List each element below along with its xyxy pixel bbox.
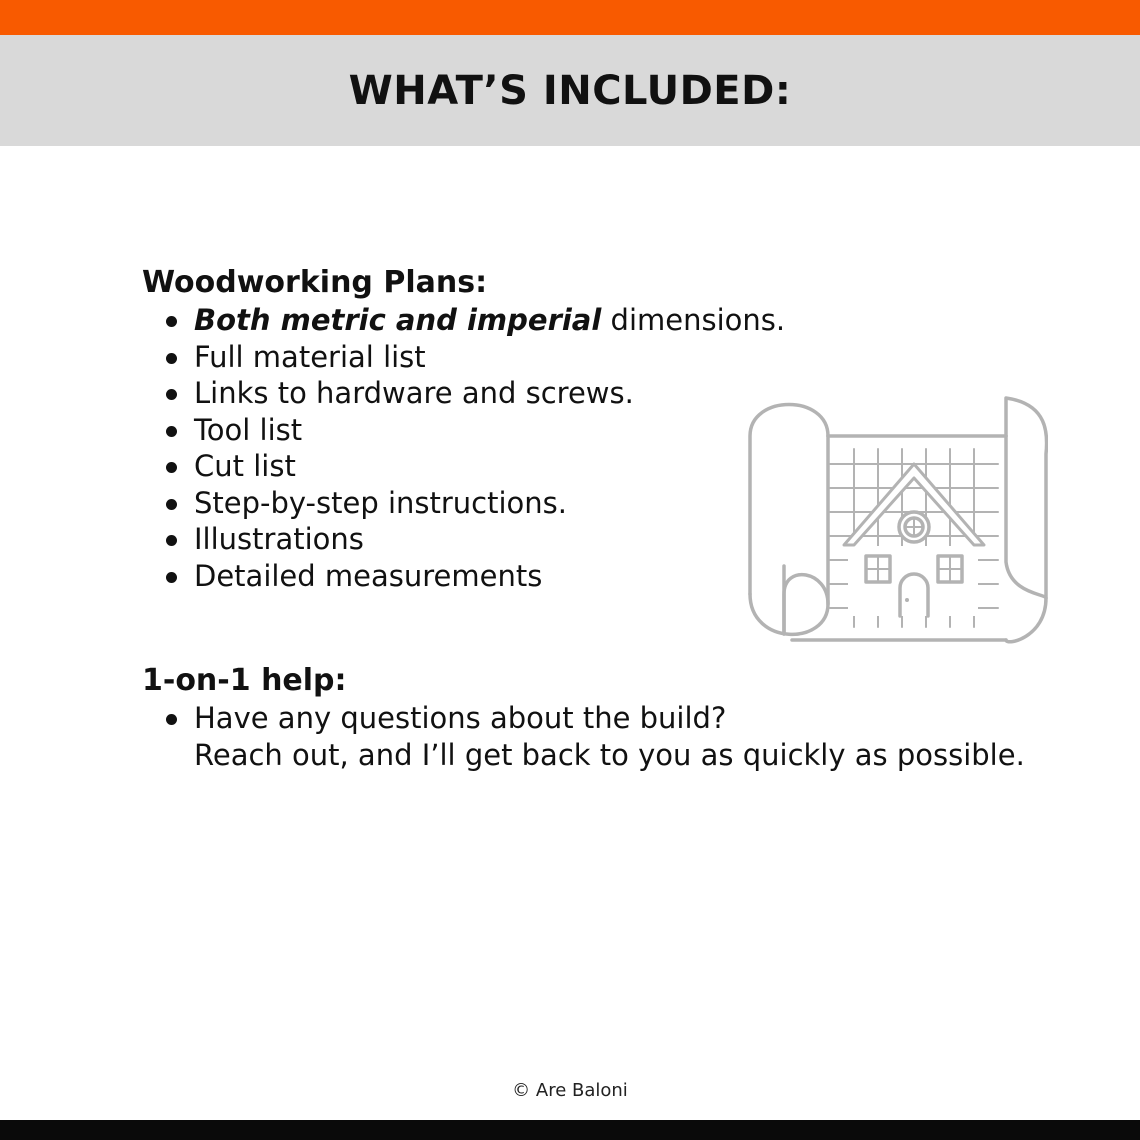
plans-emphasis-text: Both metric and imperial xyxy=(194,303,602,337)
plans-first-item-rest: dimensions. xyxy=(601,303,786,337)
copyright-text: © Are Baloni xyxy=(512,1080,628,1101)
list-item: Full material list xyxy=(142,339,1042,376)
list-item: Step-by-step instructions. xyxy=(142,485,1042,522)
help-list xyxy=(142,700,1042,773)
list-item: Detailed measurements xyxy=(142,558,1042,595)
list-item: Tool list xyxy=(142,412,1042,449)
house-blueprint-icon xyxy=(748,394,1048,646)
header-banner xyxy=(0,35,1140,146)
page-title: WHAT’S INCLUDED: xyxy=(348,67,792,114)
help-line-1: Have any questions about the build? xyxy=(194,701,727,735)
help-line-2: Reach out, and I’ll get back to you as quickly as possible. xyxy=(194,737,1025,772)
help-section-title: 1-on-1 help: xyxy=(142,663,347,698)
list-item xyxy=(142,302,1042,339)
plans-section-title: Woodworking Plans: xyxy=(142,265,488,300)
top-accent-bar xyxy=(0,0,1140,35)
help-section xyxy=(142,662,1042,773)
bottom-bar xyxy=(0,1120,1140,1140)
list-item: Illustrations xyxy=(142,521,1042,558)
list-item: Cut list xyxy=(142,448,1042,485)
list-item: Links to hardware and screws. xyxy=(142,375,1042,412)
list-item xyxy=(142,700,1042,773)
